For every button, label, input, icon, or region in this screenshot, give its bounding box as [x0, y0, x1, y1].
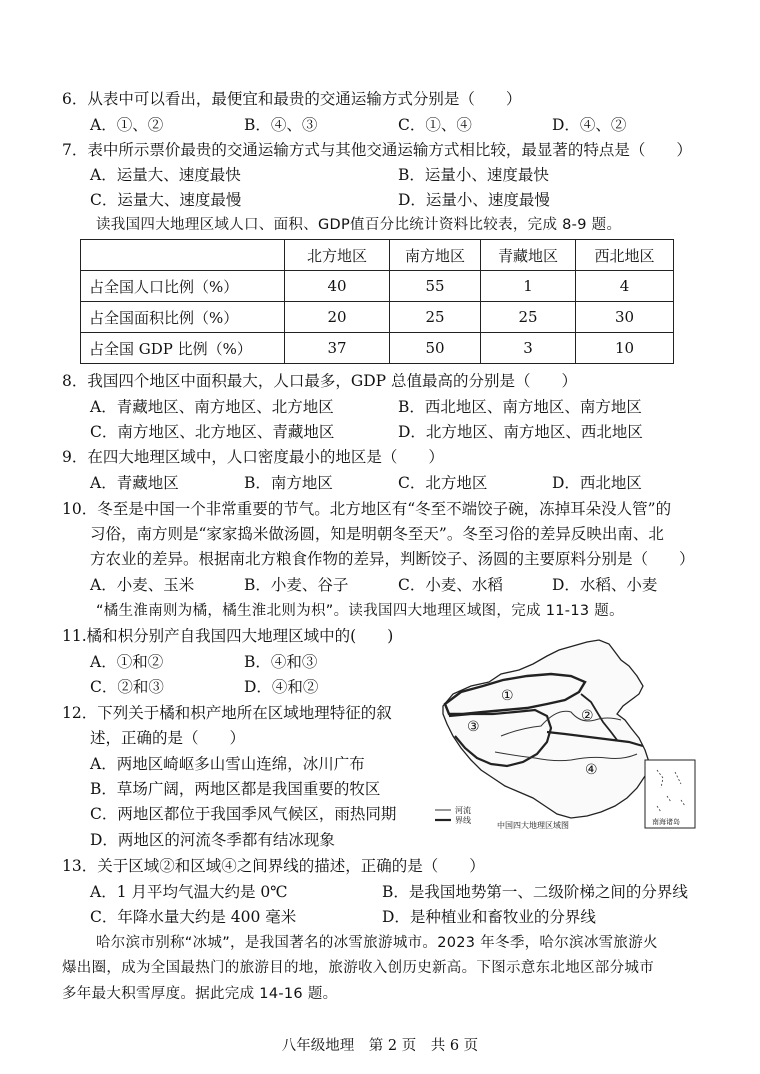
- q13-option-a: A．1 月平均气温大约是 0℃: [90, 883, 288, 901]
- table-row: [81, 271, 674, 302]
- table-cell: 40: [285, 271, 390, 302]
- q8-option-d: D．北方地区、南方地区、西北地区: [398, 423, 643, 441]
- q8-option-a: A．青藏地区、南方地区、北方地区: [90, 398, 334, 416]
- table-cell: 50: [390, 333, 481, 364]
- table-cell: 3: [481, 333, 576, 364]
- q10-line-3: 方农业的差异。根据南北方粮食作物的差异，判断饺子、汤圆的主要原料分别是（ ）: [90, 550, 695, 568]
- region-stats-table: [80, 239, 674, 364]
- intro-14-16-line-2: 爆出圈，成为全国最热门的旅游目的地，旅游收入创历史新高。下图示意东北地区部分城市: [62, 960, 654, 976]
- intro-14-16-line-1: 哈尔滨市别称“冰城”，是我国著名的冰雪旅游城市。2023 年冬季，哈尔滨冰雪旅游火: [96, 935, 658, 951]
- table-cell: 30: [576, 302, 674, 333]
- table-cell: 1: [481, 271, 576, 302]
- q11-option-b: B．④和③: [244, 653, 318, 671]
- table-header-cell: [81, 240, 285, 271]
- q10-option-c: C．小麦、水稻: [398, 576, 503, 594]
- legend-boundary-label: 界线: [455, 816, 471, 825]
- table-header-cell: 北方地区: [285, 240, 390, 271]
- table-row: [81, 333, 674, 364]
- table-cell: 25: [390, 302, 481, 333]
- q6-option-a: A．①、②: [90, 116, 164, 134]
- q7-option-d: D．运量小、速度最慢: [398, 191, 550, 209]
- q12-option-a: A．两地区崎岖多山雪山连绵，冰川广布: [90, 755, 365, 773]
- q11-option-c: C．②和③: [90, 678, 164, 696]
- q6-stem: 6．从表中可以看出，最便宜和最贵的交通运输方式分别是（ ）: [62, 90, 522, 108]
- inset-label: 南海诸岛: [652, 818, 680, 826]
- row-label: 占全国面积比例（%）: [81, 302, 285, 333]
- q11-option-a: A．①和②: [90, 653, 164, 671]
- table-cell: 55: [390, 271, 481, 302]
- q13-option-c: C．年降水量大约是 400 毫米: [90, 908, 297, 926]
- table-cell: 4: [576, 271, 674, 302]
- q11-option-d: D．④和②: [244, 678, 319, 696]
- q6-option-c: C．①、④: [398, 116, 472, 134]
- q8-option-c: C．南方地区、北方地区、青藏地区: [90, 423, 335, 441]
- q7-stem: 7．表中所示票价最贵的交通运输方式与其他交通运输方式相比较，最显著的特点是（ ）: [62, 141, 692, 159]
- map-title: 中国四大地理区域图: [497, 821, 569, 830]
- q12-line-1: 12．下列关于橘和枳产地所在区域地理特征的叙: [62, 704, 392, 722]
- legend-river-label: 河流: [455, 806, 471, 815]
- table-row: [81, 302, 674, 333]
- q7-option-b: B．运量小、速度最快: [398, 166, 549, 184]
- region-label-3: ③: [467, 719, 480, 735]
- intro-11-13: “橘生淮南则为橘，橘生淮北则为枳”。读我国四大地理区域图，完成 11-13 题。: [96, 603, 624, 619]
- q10-line-1: 10．冬至是中国一个非常重要的节气。北方地区有“冬至不端饺子碗，冻掉耳朵没人管”的: [62, 500, 672, 518]
- region-label-2: ②: [581, 708, 594, 724]
- table-header-cell: 西北地区: [576, 240, 674, 271]
- q10-option-d: D．水稻、小麦: [552, 576, 658, 594]
- q7-option-c: C．运量大、速度最慢: [90, 191, 242, 209]
- table-cell: 37: [285, 333, 390, 364]
- q9-option-c: C．北方地区: [398, 474, 488, 492]
- table-cell: 20: [285, 302, 390, 333]
- q10-line-2: 习俗，南方则是“家家捣米做汤圆，知是明朝冬至天”。冬至习俗的差异反映出南、北: [90, 525, 664, 543]
- q6-option-d: D．④、②: [552, 116, 627, 134]
- page-footer: 八年级地理 第 2 页 共 6 页: [281, 1038, 479, 1054]
- table-header-cell: 南方地区: [390, 240, 481, 271]
- row-label: 占全国 GDP 比例（%）: [81, 333, 285, 364]
- q13-option-b: B．是我国地势第一、二级阶梯之间的分界线: [382, 883, 688, 901]
- table-header-row: [81, 240, 674, 271]
- q9-stem: 9．在四大地理区域中，人口密度最小的地区是（ ）: [62, 448, 444, 466]
- q8-stem: 8．我国四个地区中面积最大，人口最多，GDP 总值最高的分别是（ ）: [62, 372, 578, 390]
- q10-option-b: B．小麦、谷子: [244, 576, 349, 594]
- q6-option-b: B．④、③: [244, 116, 318, 134]
- q8-option-b: B．西北地区、南方地区、南方地区: [398, 398, 642, 416]
- q12-option-b: B．草场广阔，两地区都是我国重要的牧区: [90, 780, 381, 798]
- q9-option-b: B．南方地区: [244, 474, 333, 492]
- q13-option-d: D．是种植业和畜牧业的分界线: [382, 908, 596, 926]
- region-label-1: ①: [501, 688, 514, 704]
- table-header-cell: 青藏地区: [481, 240, 576, 271]
- q12-option-d: D．两地区的河流冬季都有结冰现象: [90, 831, 335, 849]
- region-label-4: ④: [585, 762, 598, 778]
- q10-option-a: A．小麦、玉米: [90, 576, 195, 594]
- q12-option-c: C．两地区都位于我国季风气候区，雨热同期: [90, 805, 397, 823]
- q12-line-2: 述，正确的是（ ）: [90, 729, 246, 747]
- q9-option-a: A．青藏地区: [90, 474, 179, 492]
- q9-option-d: D．西北地区: [552, 474, 642, 492]
- table-cell: 10: [576, 333, 674, 364]
- intro-8-9: 读我国四大地理区域人口、面积、GDP值百分比统计资料比较表，完成 8-9 题。: [96, 217, 622, 233]
- row-label: 占全国人口比例（%）: [81, 271, 285, 302]
- q7-option-a: A．运量大、速度最快: [90, 166, 241, 184]
- q13-stem: 13．关于区域②和区域④之间界线的描述，正确的是（ ）: [62, 857, 485, 875]
- china-regions-map: [431, 636, 699, 832]
- table-cell: 25: [481, 302, 576, 333]
- intro-14-16-line-3: 多年最大积雪厚度。据此完成 14-16 题。: [62, 986, 338, 1002]
- q11-stem: 11.橘和枳分别产自我国四大地理区域中的( ): [62, 627, 394, 645]
